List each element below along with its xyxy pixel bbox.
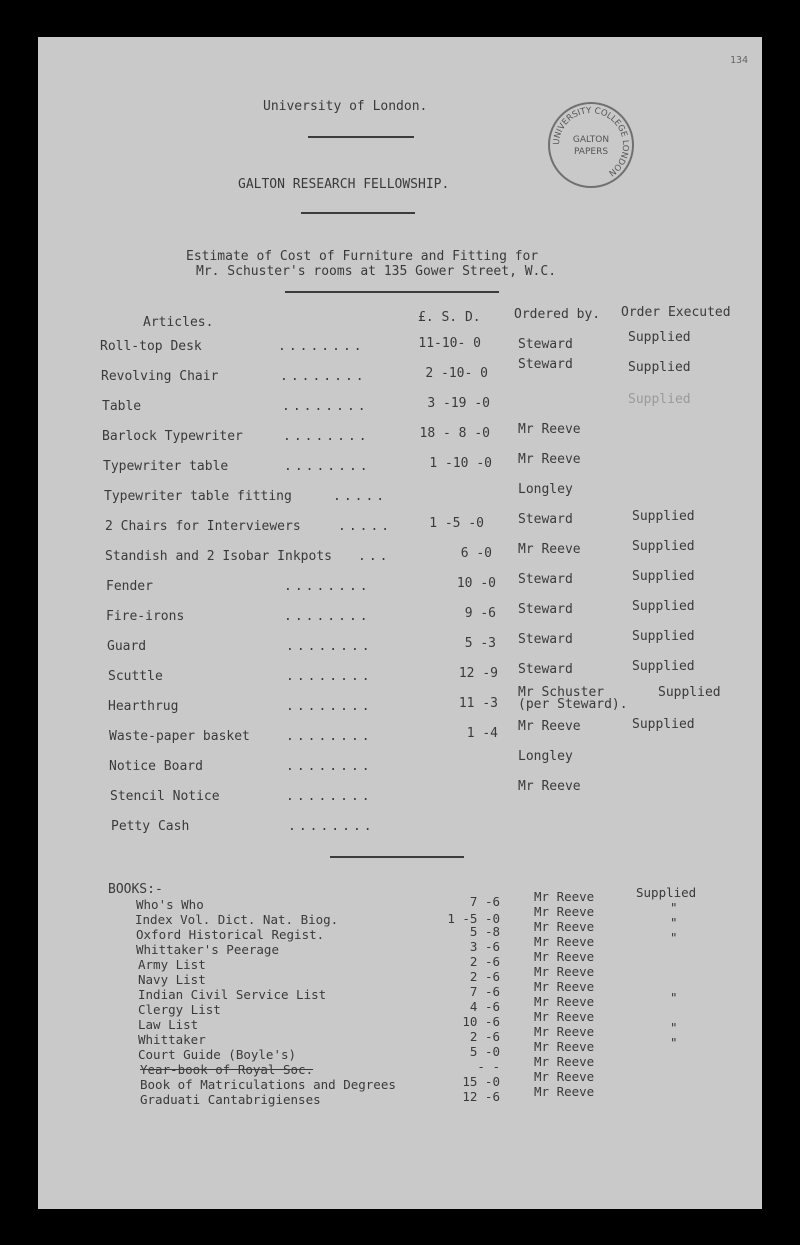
book-item-executed: " bbox=[670, 1020, 678, 1035]
book-item-ordered-by: Mr Reeve bbox=[534, 1039, 595, 1054]
book-item-name: Army List bbox=[138, 957, 206, 972]
furniture-item-name: Notice Board bbox=[109, 759, 203, 774]
furniture-item-ordered-by: Longley bbox=[518, 482, 573, 497]
book-item-cost: 1 -5 -0 bbox=[447, 911, 500, 926]
furniture-item-executed: Supplied bbox=[632, 599, 695, 614]
furniture-item-name: Revolving Chair bbox=[101, 369, 219, 384]
book-item-cost: 12 -6 bbox=[462, 1089, 500, 1104]
furniture-item-ordered-by: Mr Reeve bbox=[518, 542, 581, 557]
book-item-ordered-by: Mr Reeve bbox=[534, 889, 595, 904]
book-item-name: Indian Civil Service List bbox=[138, 987, 327, 1002]
dot-leader: ........ bbox=[286, 699, 373, 714]
book-item-name: Index Vol. Dict. Nat. Biog. bbox=[135, 912, 339, 927]
page-number: 134 bbox=[730, 55, 749, 66]
book-item-name: Law List bbox=[138, 1017, 199, 1032]
book-item-cost: 2 -6 bbox=[469, 969, 500, 984]
stamp-center-line1: GALTON bbox=[572, 135, 610, 145]
column-header-order-executed: Order Executed bbox=[621, 305, 731, 320]
book-item-cost: 7 -6 bbox=[469, 894, 500, 909]
svg-text:UNIVERSITY COLLEGE LONDON: UNIVERSITY COLLEGE LONDON bbox=[551, 105, 631, 178]
column-header-lsd: £. S. D. bbox=[418, 310, 481, 325]
book-item-ordered-by: Mr Reeve bbox=[534, 1009, 595, 1024]
book-item-executed: " bbox=[670, 900, 678, 915]
dot-leader: ........ bbox=[284, 579, 371, 594]
furniture-item-name: Fender bbox=[106, 579, 153, 594]
divider bbox=[330, 856, 464, 858]
book-item-cost: 4 -6 bbox=[469, 999, 500, 1014]
book-item-cost: 5 -8 bbox=[469, 924, 500, 939]
estimate-title-line2: Mr. Schuster's rooms at 135 Gower Street, W.C. bbox=[196, 264, 557, 279]
book-item-name: Year-book of Royal Soc. bbox=[140, 1062, 314, 1077]
furniture-item-name: Petty Cash bbox=[111, 819, 190, 834]
dot-leader: ... bbox=[358, 549, 391, 564]
column-header-ordered-by: Ordered by. bbox=[514, 307, 601, 322]
furniture-item-cost: 3 -19 -0 bbox=[427, 396, 490, 411]
book-item-ordered-by: Mr Reeve bbox=[534, 994, 595, 1009]
furniture-item-name: Stencil Notice bbox=[110, 789, 220, 804]
book-item-ordered-by: Mr Reeve bbox=[534, 934, 595, 949]
furniture-item-cost: 1 -4 bbox=[466, 726, 498, 741]
furniture-item-ordered-by: Mr Reeve bbox=[518, 452, 581, 467]
furniture-item-executed: Supplied bbox=[632, 629, 695, 644]
book-item-executed: " bbox=[670, 990, 678, 1005]
books-heading: BOOKS:- bbox=[108, 882, 163, 897]
furniture-item-ordered-by: Steward bbox=[518, 357, 573, 372]
book-item-cost: 7 -6 bbox=[469, 984, 500, 999]
divider bbox=[301, 212, 415, 214]
book-item-ordered-by: Mr Reeve bbox=[534, 904, 595, 919]
furniture-item-name: Typewriter table bbox=[103, 459, 229, 474]
furniture-item-ordered-by: Steward bbox=[518, 512, 573, 527]
book-item-cost: 3 -6 bbox=[469, 939, 500, 954]
furniture-item-ordered-by: Mr Schuster bbox=[518, 685, 605, 700]
furniture-item-ordered-by: Mr Reeve bbox=[518, 719, 581, 734]
furniture-item-name: Fire-irons bbox=[106, 609, 185, 624]
furniture-item-executed: Supplied bbox=[632, 569, 695, 584]
furniture-item-name: Roll-top Desk bbox=[100, 339, 202, 354]
dot-leader: ........ bbox=[284, 609, 371, 624]
book-item-name: Navy List bbox=[138, 972, 206, 987]
furniture-item-cost: 12 -9 bbox=[458, 666, 498, 681]
dot-leader: ........ bbox=[280, 369, 367, 384]
book-item-ordered-by: Mr Reeve bbox=[534, 1024, 595, 1039]
furniture-item-name: Typewriter table fitting bbox=[104, 489, 292, 504]
book-item-cost: - - bbox=[477, 1059, 500, 1074]
furniture-item-ordered-by: Steward bbox=[518, 602, 573, 617]
galton-papers-stamp bbox=[548, 102, 634, 188]
dot-leader: ........ bbox=[286, 759, 373, 774]
furniture-item-executed: Supplied bbox=[632, 659, 695, 674]
dot-leader: ........ bbox=[286, 729, 373, 744]
furniture-item-cost: 18 - 8 -0 bbox=[419, 426, 490, 441]
estimate-title-line1: Estimate of Cost of Furniture and Fitting for bbox=[186, 249, 539, 264]
furniture-item-ordered-by: Steward bbox=[518, 337, 573, 352]
furniture-item-executed: Supplied bbox=[658, 685, 721, 700]
document-page bbox=[38, 37, 762, 1209]
book-item-cost: 15 -0 bbox=[462, 1074, 500, 1089]
divider bbox=[285, 291, 499, 293]
furniture-item-name: Hearthrug bbox=[108, 699, 179, 714]
dot-leader: ........ bbox=[288, 819, 375, 834]
dot-leader: ..... bbox=[338, 519, 393, 534]
dot-leader: ........ bbox=[286, 789, 373, 804]
dot-leader: ........ bbox=[278, 339, 365, 354]
book-item-ordered-by: Mr Reeve bbox=[534, 919, 595, 934]
furniture-item-ordered-by: Steward bbox=[518, 632, 573, 647]
furniture-item-name: Scuttle bbox=[108, 669, 163, 684]
furniture-item-cost: 1 -10 -0 bbox=[429, 456, 492, 471]
dot-leader: ........ bbox=[282, 399, 369, 414]
dot-leader: ........ bbox=[286, 639, 373, 654]
furniture-item-cost: 1 -5 -0 bbox=[429, 516, 484, 531]
fellowship-title: GALTON RESEARCH FELLOWSHIP. bbox=[238, 177, 450, 192]
book-item-ordered-by: Mr Reeve bbox=[534, 1084, 595, 1099]
book-item-name: Oxford Historical Regist. bbox=[136, 927, 325, 942]
furniture-item-cost: 11 -3 bbox=[458, 696, 498, 711]
furniture-item-executed: Supplied bbox=[632, 539, 695, 554]
furniture-item-ordered-by-note: (per Steward). bbox=[518, 697, 628, 712]
book-item-cost: 2 -6 bbox=[469, 1029, 500, 1044]
furniture-item-name: Barlock Typewriter bbox=[102, 429, 243, 444]
furniture-item-ordered-by: Longley bbox=[518, 749, 573, 764]
furniture-item-name: Waste-paper basket bbox=[109, 729, 250, 744]
book-item-name: Whittaker's Peerage bbox=[136, 942, 279, 957]
divider bbox=[308, 136, 414, 138]
book-item-ordered-by: Mr Reeve bbox=[534, 1069, 595, 1084]
dot-leader: ........ bbox=[284, 459, 371, 474]
furniture-item-ordered-by: Mr Reeve bbox=[518, 779, 581, 794]
book-item-ordered-by: Mr Reeve bbox=[534, 949, 595, 964]
column-header-articles: Articles. bbox=[143, 315, 214, 330]
book-item-name: Graduati Cantabrigienses bbox=[140, 1092, 321, 1107]
furniture-item-ordered-by: Mr Reeve bbox=[518, 422, 581, 437]
dot-leader: ..... bbox=[333, 489, 388, 504]
dot-leader: ........ bbox=[286, 669, 373, 684]
furniture-item-name: Table bbox=[102, 399, 142, 414]
book-item-ordered-by: Mr Reeve bbox=[534, 964, 595, 979]
book-item-cost: 5 -0 bbox=[469, 1044, 500, 1059]
furniture-item-cost: 11-10- 0 bbox=[418, 336, 481, 351]
stamp-center-line2: PAPERS bbox=[573, 147, 609, 157]
furniture-item-executed: Supplied bbox=[632, 717, 695, 732]
furniture-item-name: Guard bbox=[107, 639, 147, 654]
furniture-item-cost: 5 -3 bbox=[464, 636, 496, 651]
book-item-executed: Supplied bbox=[636, 885, 697, 900]
book-item-name: Book of Matriculations and Degrees bbox=[140, 1077, 396, 1092]
furniture-item-name: Standish and 2 Isobar Inkpots bbox=[105, 549, 332, 564]
furniture-item-cost: 9 -6 bbox=[464, 606, 496, 621]
book-item-cost: 2 -6 bbox=[469, 954, 500, 969]
furniture-item-cost: 6 -0 bbox=[460, 546, 492, 561]
book-item-name: Court Guide (Boyle's) bbox=[138, 1047, 297, 1062]
furniture-item-name: 2 Chairs for Interviewers bbox=[105, 519, 301, 534]
furniture-item-ordered-by: Steward bbox=[518, 572, 573, 587]
book-item-name: Who's Who bbox=[136, 897, 204, 912]
furniture-item-executed: Supplied bbox=[632, 509, 695, 524]
furniture-item-executed: Supplied bbox=[628, 392, 691, 407]
book-item-name: Whittaker bbox=[138, 1032, 206, 1047]
furniture-item-cost: 10 -0 bbox=[456, 576, 496, 591]
book-item-cost: 10 -6 bbox=[462, 1014, 500, 1029]
furniture-item-cost: 2 -10- 0 bbox=[425, 366, 488, 381]
book-item-executed: " bbox=[670, 1035, 678, 1050]
institution-title: University of London. bbox=[263, 99, 428, 114]
furniture-item-executed: Supplied bbox=[628, 330, 691, 345]
book-item-name: Clergy List bbox=[138, 1002, 221, 1017]
furniture-item-executed: Supplied bbox=[628, 360, 691, 375]
furniture-item-ordered-by: Steward bbox=[518, 662, 573, 677]
dot-leader: ........ bbox=[283, 429, 370, 444]
book-item-executed: " bbox=[670, 930, 678, 945]
book-item-ordered-by: Mr Reeve bbox=[534, 979, 595, 994]
book-item-executed: " bbox=[670, 915, 678, 930]
book-item-ordered-by: Mr Reeve bbox=[534, 1054, 595, 1069]
